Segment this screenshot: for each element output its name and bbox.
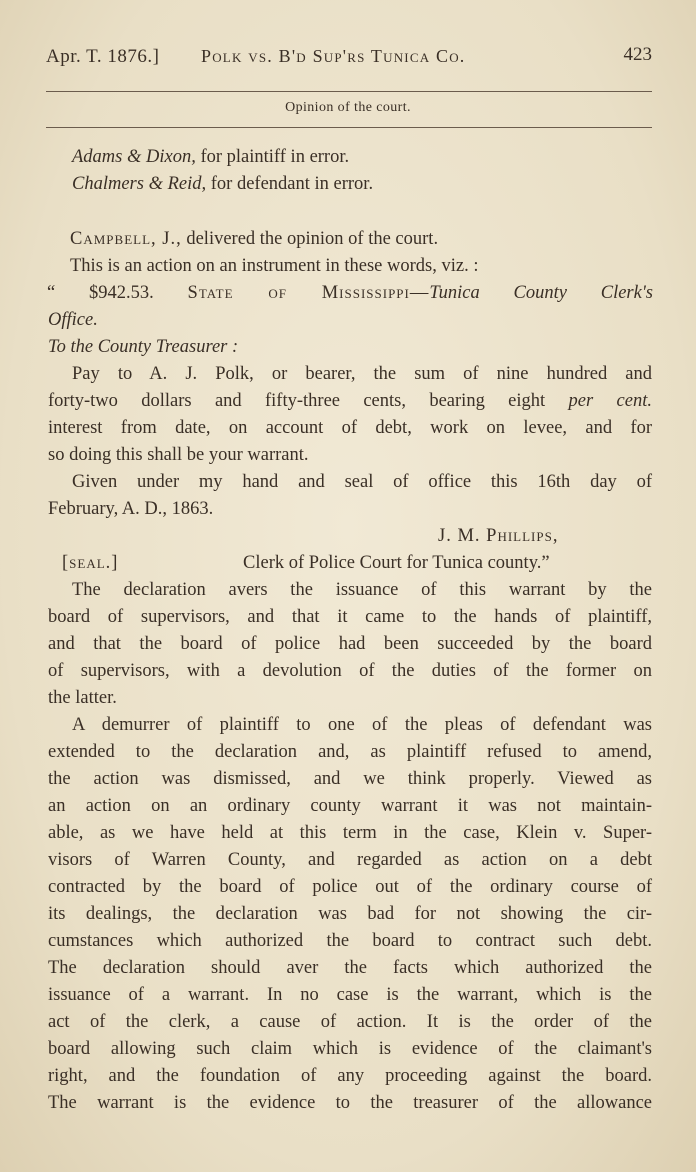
instrument-body-line [48, 390, 652, 412]
seal-mark [62, 552, 118, 574]
paragraph-line: and that the board of police had been succeeded by the board [48, 634, 652, 654]
instrument-body-line: interest from date, on account of debt, work on levee, and for [48, 418, 652, 438]
paragraph-line: the action was dismissed, and we think properly. Viewed as [48, 769, 652, 789]
paragraph-line: extended to the declaration and, as plaintiff refused to amend, [48, 742, 652, 762]
paragraph-line: the latter. [48, 688, 117, 708]
instrument-body-line: so doing this shall be your warrant. [48, 445, 309, 465]
paragraph-line: right, and the foundation of any proceeding against the board. [48, 1066, 652, 1086]
paragraph-line: contracted by the board of police out of the ordinary course of [48, 877, 652, 897]
paragraph-line: able, as we have held at this term in the case, Klein v. Super- [48, 823, 652, 843]
counsel-role: for plaintiff in error. [195, 147, 350, 167]
instrument-heading [47, 282, 653, 304]
seal-label: [seal.] [62, 553, 119, 573]
counsel-defendant [72, 173, 373, 195]
paragraph-line: The warrant is the evidence to the treasurer of the allowance [48, 1093, 652, 1113]
paragraph-line: issuance of a warrant. In no case is the warrant, which is the [48, 985, 652, 1005]
section-subheading: Opinion of the court. [285, 100, 411, 115]
per-cent: per cent. [568, 391, 652, 411]
header-rule [46, 91, 652, 92]
term-label: Apr. T. 1876.] [46, 46, 160, 67]
subheading-rule [46, 127, 652, 128]
case-title: Polk vs. B'd Sup'rs Tunica Co. [201, 46, 466, 66]
paragraph-line: of supervisors, with a devolution of the duties of the former on [48, 661, 652, 681]
instrument-given-line: February, A. D., 1863. [48, 499, 214, 519]
counsel-names: Adams & Dixon, [72, 147, 196, 167]
paragraph-line: cumstances which authorized the board to contract such debt. [48, 931, 652, 951]
counsel-role: for defendant in error. [206, 174, 374, 194]
instrument-office-cont: Office. [48, 310, 98, 330]
paragraph-line: The declaration should aver the facts which authorized the [48, 958, 652, 978]
paragraph-line: visors of Warren County, and regarded as action on a debt [48, 850, 652, 870]
instrument-body-line: Pay to A. J. Polk, or bearer, the sum of nine hundred and [72, 364, 652, 384]
signer-name: J. M. Phillips, [438, 526, 559, 546]
signer-title: Clerk of Police Court for Tunica county.” [243, 553, 550, 573]
opinion-author [70, 228, 438, 250]
judge-name: Campbell, J., [70, 229, 182, 249]
paragraph-line: board of supervisors, and that it came to the hands of plaintiff, [48, 607, 652, 627]
instrument-state: State of Mississippi— [187, 283, 430, 303]
paragraph-line: act of the clerk, a cause of action. It is the order of the [48, 1012, 652, 1032]
opinion-intro: This is an action on an instrument in these words, viz. : [70, 256, 479, 276]
paragraph-line: board allowing such claim which is evidence of the claimant's [48, 1039, 652, 1059]
opinion-delivered: delivered the opinion of the court. [181, 229, 439, 249]
instrument-given-line: Given under my hand and seal of office this 16th day of [72, 472, 652, 492]
instrument-amount: “ $942.53. [47, 283, 154, 303]
counsel-plaintiff [72, 146, 349, 168]
instrument-addressee: To the County Treasurer : [48, 337, 239, 357]
page-number: 423 [623, 44, 652, 65]
counsel-names: Chalmers & Reid, [72, 174, 207, 194]
paragraph-line: its dealings, the declaration was bad for not showing the cir- [48, 904, 652, 924]
paragraph-line: an action on an ordinary county warrant it was not maintain- [48, 796, 652, 816]
instrument-body-text: forty-two dollars and fifty-three cents, bearing eight [48, 391, 546, 411]
instrument-office: Tunica County Clerk's [429, 283, 653, 303]
paragraph-line: A demurrer of plaintiff to one of the pleas of defendant was [72, 715, 652, 735]
running-header [46, 44, 654, 74]
paragraph-line: The declaration avers the issuance of this warrant by the [72, 580, 652, 600]
